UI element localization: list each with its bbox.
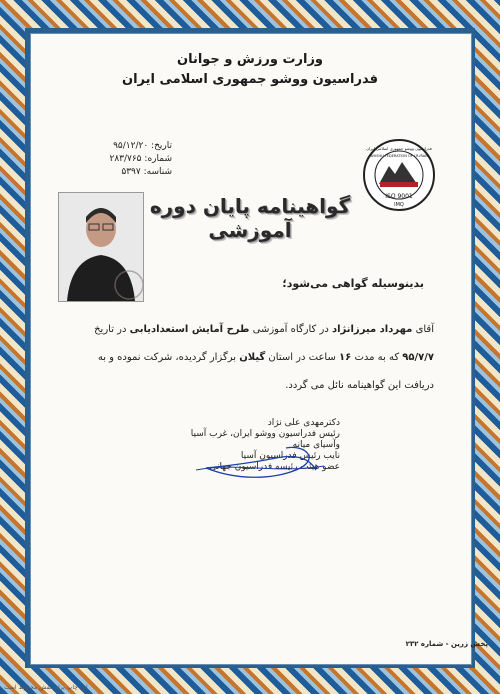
course-name: طرح آمایش استعدادیابی <box>129 324 250 335</box>
signatory-name: دکترمهدی علی نژاد <box>267 418 340 428</box>
course-province: گیلان <box>239 352 266 363</box>
logo-iso-text: ISO 9001 <box>385 193 413 200</box>
meta-attachment-label: شناسه: <box>143 167 172 177</box>
meta-number-label: شماره: <box>144 154 172 164</box>
federation-logo <box>362 138 436 212</box>
body-text-fragment: در تاریخ <box>94 324 127 335</box>
meta-attachment-value: ۵۳۹۷ <box>121 167 141 177</box>
signatory-role-2: نایب رئیس فدراسیون آسیا <box>240 451 340 461</box>
person-photo-icon <box>59 193 143 301</box>
body-line-2 <box>74 344 434 372</box>
body-text-fragment: ساعت در استان <box>268 352 336 363</box>
logo-bottom-text: WUSHU FEDERATION OF I.R.IRAN <box>370 154 428 158</box>
certificate-title: گواهینامه پایان دوره آموزشی <box>149 194 351 242</box>
signatory-role-1: رئیس فدراسیون ووشو ایران، غرب آسیا وآسیای میانه <box>190 429 340 450</box>
meta-number-value: ۲۸۳/۷۶۵ <box>109 154 142 164</box>
portrait-photo <box>58 192 144 302</box>
document-meta <box>102 140 172 179</box>
certify-statement: بدینوسیله گواهی می‌شود؛ <box>282 277 424 290</box>
body-text-fragment: که به مدت <box>354 352 400 363</box>
body-line-3: دریافت این گواهینامه نائل می گردد. <box>285 380 434 391</box>
meta-number <box>102 153 172 166</box>
federation-heading: فدراسیون ووشو جمهوری اسلامی ایران <box>121 72 378 87</box>
meta-date <box>102 140 172 153</box>
course-date: ۹۵/۷/۷ <box>402 352 434 363</box>
handwritten-signature <box>176 440 326 480</box>
body-text-fragment: در کارگاه آموزشی <box>252 324 329 335</box>
meta-date-label: تاریخ: <box>151 141 172 151</box>
recipient-name: مهرداد میرزانژاد <box>331 324 413 335</box>
body-line-1 <box>74 316 434 344</box>
copyright-note: این چاپ برای نقش محفوظ است <box>4 684 88 691</box>
course-hours: ۱۶ <box>339 352 352 363</box>
meta-attachment <box>102 166 172 179</box>
signatory-role-3: عضو هیئت رئیسه فدراسیون جهانی <box>209 462 340 472</box>
body-text-fragment: آقای <box>415 324 434 335</box>
body-text-fragment: برگزار گردیده، شرکت نموده و به <box>97 352 237 363</box>
ministry-heading: وزارت ورزش و جوانان <box>176 52 324 67</box>
print-credit: پخش زرین - شماره ۲۳۲ <box>405 640 488 648</box>
logo-emblem-text: IMQ <box>394 202 404 208</box>
logo-top-text: فدراسیون ووشو جمهوری اسلامی ایران <box>366 146 432 151</box>
meta-date-value: ۹۵/۱۲/۲۰ <box>113 141 149 151</box>
